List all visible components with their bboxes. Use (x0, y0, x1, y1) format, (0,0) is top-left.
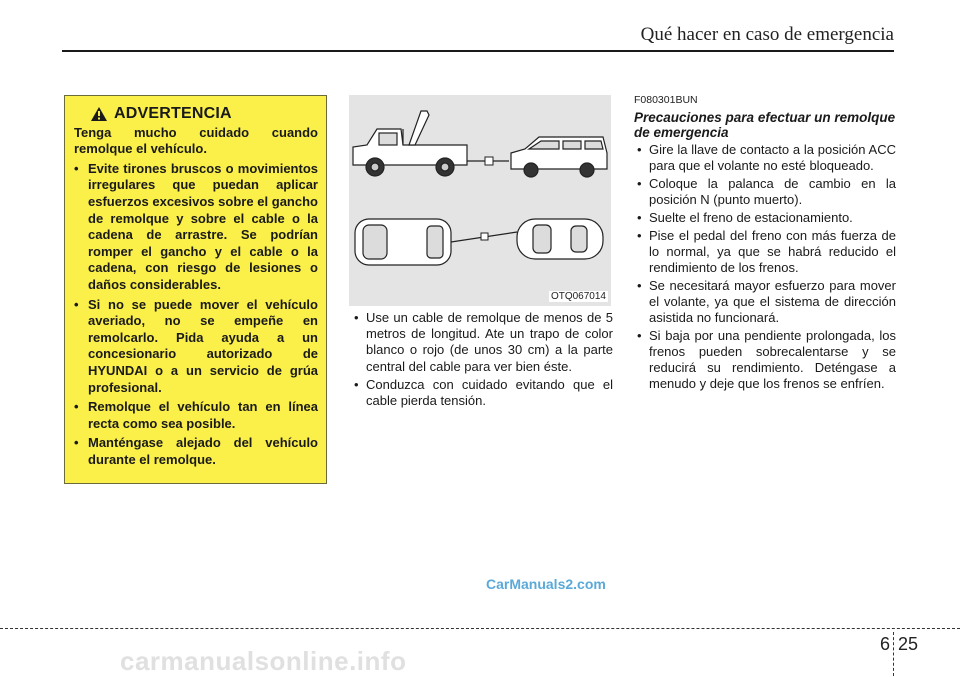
right-item: • Suelte el freno de estacionamiento. (634, 210, 896, 226)
right-item: • Pise el pedal del freno con más fuerza de lo normal, ya que se habrá reducido el rendimiento de los frenos. (634, 228, 896, 276)
warning-item: • Manténgase alejado del vehículo durante el remolque. (74, 435, 318, 468)
towed-van-side (511, 137, 607, 177)
footer-watermark-logo: carmanualsonline.info (120, 646, 407, 676)
warning-item: • Evite tirones bruscos o movimientos irregulares que puedan aplicar esfuerzos excesivos sobre el gancho de remolque y sobre el cable o la cadena de arrastre. Se podrían romper el gancho y el cable o la cadena, con riesgo de lesiones o daños considerables. (74, 161, 318, 294)
figure-label: OTQ067014 (550, 291, 606, 302)
right-item: • Gire la llave de contacto a la posición ACC para que el volante no esté bloqueado. (634, 142, 896, 174)
car-top-view (517, 219, 603, 259)
page-number: 25 (898, 634, 919, 654)
header-rule (62, 50, 894, 52)
right-item: • Coloque la palanca de cambio en la posición N (punto muerto). (634, 176, 896, 208)
warning-intro: Tenga mucho cuidado cuando remolque el vehículo. (74, 124, 318, 157)
warning-list (74, 161, 318, 469)
middle-item: • Conduzca con cuidado evitando que el cable pierda tensión. (351, 377, 613, 409)
warning-heading (90, 106, 318, 123)
page-number-divider (893, 632, 895, 676)
right-item: • Se necesitará mayor esfuerzo para mover el volante, ya que el sistema de dirección asistida no funcionará. (634, 278, 896, 326)
chapter-number: 6 (880, 634, 891, 654)
middle-list (351, 310, 613, 411)
towing-diagram (349, 95, 611, 306)
page-header-title: Qué hacer en caso de emergencia (640, 24, 894, 45)
right-list (634, 142, 896, 394)
right-item: • Si baja por una pendiente prolongada, los frenos pueden sobrecalentarse y se reducirá su rendimiento. Deténgase a menudo y deje que los frenos se enfríen. (634, 328, 896, 392)
warning-title: ADVERTENCIA (114, 105, 232, 122)
watermark-link[interactable]: CarManuals2.com (486, 576, 606, 592)
section-subheading: Precauciones para efectuar un remolque de emergencia (634, 110, 896, 140)
middle-item: • Use un cable de remolque de menos de 5 metros de longitud. Ate un trapo de color blanco o rojo (de unos 30 cm) a la parte central del cable para ver bien éste. (351, 310, 613, 375)
footer-rule (0, 628, 960, 629)
towing-illustration (349, 95, 611, 306)
tow-truck-side (353, 111, 467, 176)
warning-box (64, 95, 327, 484)
warning-item: • Si no se puede mover el vehículo averiado, no se empeñe en remolcarlo. Pida ayuda a un concesionario autorizado de HYUNDAI o a un servicio de grúa profesional. (74, 297, 318, 397)
section-code: F080301BUN (634, 94, 698, 106)
warning-triangle-icon (90, 106, 108, 122)
van-top-view (355, 219, 451, 265)
warning-item: • Remolque el vehículo tan en línea recta como sea posible. (74, 399, 318, 432)
